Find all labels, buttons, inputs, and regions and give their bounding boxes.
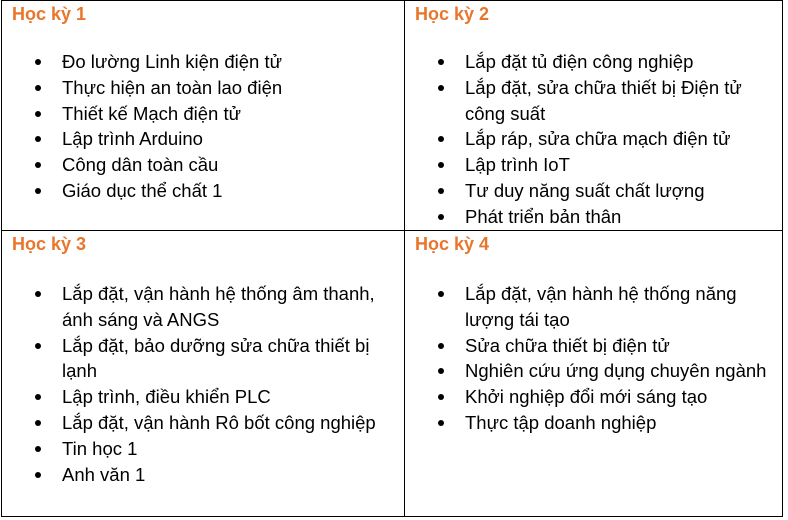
course-item	[2, 281, 397, 333]
course-label: Lắp đặt, vận hành hệ thống năng lượng tái tạo	[465, 283, 737, 330]
course-label: Công dân toàn cầu	[62, 154, 219, 176]
course-list	[2, 281, 397, 487]
bullet-icon	[35, 188, 41, 194]
course-item	[405, 126, 783, 152]
bullet-icon	[35, 343, 41, 349]
course-label: Nghiên cứu ứng dụng chuyên ngành	[465, 360, 767, 382]
course-label: Tư duy năng suất chất lượng	[465, 179, 705, 201]
course-item	[405, 49, 783, 75]
course-item	[405, 358, 780, 384]
course-label: Lập trình IoT	[465, 154, 570, 176]
course-item	[405, 333, 780, 359]
course-item	[2, 333, 397, 385]
course-list	[405, 281, 780, 436]
course-label: Lắp đặt, bảo dưỡng sửa chữa thiết bị lạnh	[62, 334, 370, 382]
semester-title: Học kỳ 3	[12, 234, 87, 254]
course-label: Lắp đặt, vận hành Rô bốt công nghiệp	[62, 411, 376, 433]
semester-cell-4	[405, 231, 783, 516]
course-item	[2, 101, 342, 127]
course-item	[2, 410, 397, 436]
course-label: Sửa chữa thiết bị điện tử	[465, 334, 670, 356]
course-item	[405, 410, 780, 436]
semester-cell-2	[405, 1, 783, 230]
bullet-icon	[438, 136, 444, 142]
course-item	[405, 204, 783, 230]
course-item	[405, 384, 780, 410]
course-label: Lập trình, điều khiển PLC	[62, 386, 271, 408]
bullet-icon	[438, 343, 444, 349]
bullet-icon	[438, 162, 444, 168]
course-item	[2, 462, 397, 488]
bullet-icon	[438, 291, 444, 297]
course-label: Thực hiện an toàn lao điện	[62, 76, 283, 98]
bullet-icon	[35, 59, 41, 65]
course-label: Đo lường Linh kiện điện tử	[62, 51, 282, 72]
course-item	[405, 178, 783, 204]
course-label: Tin học 1	[62, 437, 138, 459]
bullet-icon	[35, 291, 41, 297]
bullet-icon	[438, 85, 444, 91]
semester-title: Học kỳ 2	[415, 4, 490, 24]
course-item	[2, 152, 342, 178]
semester-cell-1	[2, 1, 404, 230]
course-list	[405, 49, 783, 230]
bullet-icon	[35, 111, 41, 117]
course-item	[2, 178, 342, 204]
bullet-icon	[35, 420, 41, 426]
course-item	[2, 384, 397, 410]
bullet-icon	[35, 136, 41, 142]
course-list	[2, 49, 342, 204]
course-label: Lắp đặt, vận hành hệ thống âm thanh, ánh sáng và ANGS	[62, 283, 375, 330]
course-item	[405, 152, 783, 178]
course-item	[2, 49, 342, 75]
bullet-icon	[438, 368, 444, 374]
course-label: Thực tập doanh nghiệp	[465, 411, 657, 433]
bullet-icon	[35, 162, 41, 168]
bullet-icon	[35, 446, 41, 452]
course-label: Thiết kế Mạch điện tử	[62, 102, 241, 124]
course-item	[2, 436, 397, 462]
course-label: Lắp ráp, sửa chữa mạch điện tử	[465, 128, 731, 150]
bullet-icon	[438, 214, 444, 220]
course-label: Lập trình Arduino	[62, 128, 203, 150]
bullet-icon	[35, 472, 41, 478]
course-label: Khởi nghiệp đổi mới sáng tạo	[465, 386, 708, 408]
semester-cell-3	[2, 231, 404, 516]
bullet-icon	[438, 394, 444, 400]
course-label: Anh văn 1	[62, 463, 146, 485]
semester-title: Học kỳ 4	[415, 234, 490, 254]
bullet-icon	[438, 188, 444, 194]
bullet-icon	[438, 59, 444, 65]
bullet-icon	[35, 85, 41, 91]
course-label: Lắp đặt, sửa chữa thiết bị Điện tử công suất	[465, 76, 742, 124]
course-item	[2, 75, 342, 101]
bullet-icon	[438, 420, 444, 426]
course-item	[405, 75, 783, 127]
course-item	[405, 281, 780, 333]
course-label: Giáo dục thể chất 1	[62, 179, 223, 201]
semester-table	[1, 0, 783, 517]
course-label: Phát triển bản thân	[465, 205, 622, 227]
course-label: Lắp đặt tủ điện công nghiệp	[465, 51, 694, 72]
course-item	[2, 126, 342, 152]
bullet-icon	[35, 394, 41, 400]
semester-title: Học kỳ 1	[12, 4, 87, 24]
